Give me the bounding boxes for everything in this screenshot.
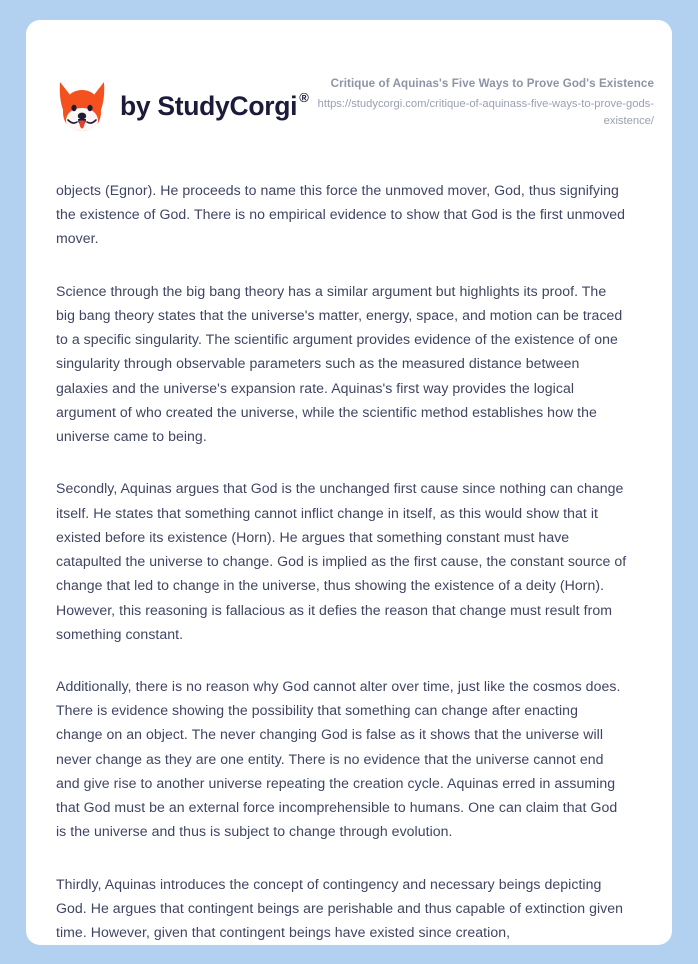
corgi-logo-icon — [56, 78, 108, 134]
studycorgi-brand — [56, 72, 309, 134]
document-body — [26, 178, 672, 944]
body-paragraph: Science through the big bang theory has a similar argument but highlights its proof. The big bang theory states that the universe's matter, energy, space, and motion can be traced to a specific singularity. The scientific argument provides evidence of the existence of one singularity through observable parameters such as the measured distance between galaxies and the universe's expansion rate. Aquinas's first way provides the logical argument of who created the universe, while the scientific method establishes how the universe came to being. — [56, 282, 623, 445]
document-meta — [309, 72, 654, 129]
document-header — [26, 20, 672, 134]
body-paragraph: Thirdly, Aquinas introduces the concept of contingency and necessary beings depicting God. He argues that contingent beings are perishable and thus capable of extinction given time. However, given that contingent beings have existed since creation, — [56, 875, 624, 941]
document-url[interactable]: https://studycorgi.com/critique-of-aquinass-five-ways-to-prove-gods-existence/ — [317, 97, 654, 127]
body-paragraph: Secondly, Aquinas argues that God is the unchanged first cause since nothing can change itself. He states that something cannot inflict change in itself, as this would show that it existed before its existence (Horn). He argues that something constant must have catapulted the universe to change. God is implied as the first cause, the constant source of change that led to change in the universe, thus showing the existence of a deity (Horn). However, this reasoning is fallacious as it defies the reason that change must result from something constant. — [56, 480, 627, 642]
body-paragraph: Additionally, there is no reason why God cannot alter over time, just like the cosmos does. There is evidence showing the possibility that something can change after enacting change on an object. The never changing God is false as it shows that the universe will never change as they are one entity. There is no evidence that the universe cannot end and give rise to another universe repeating the creation cycle. Aquinas erred in assuming that God must be an external force incomprehensible to humans. One can claim that God is the universe and thus is subject to change through evolution. — [56, 677, 621, 840]
document-title: Critique of Aquinas's Five Ways to Prove God's Existence — [330, 77, 654, 90]
studycorgi-wordmark — [120, 89, 309, 121]
registered-trademark-icon: ® — [299, 89, 309, 105]
body-paragraph: objects (Egnor). He proceeds to name this force the unmoved mover, God, thus signifying the existence of God. There is no empirical evidence to show that God is the first unmoved mover. — [56, 182, 626, 247]
wordmark-text: by StudyCorgi — [120, 90, 298, 121]
document-page-card — [26, 20, 672, 945]
